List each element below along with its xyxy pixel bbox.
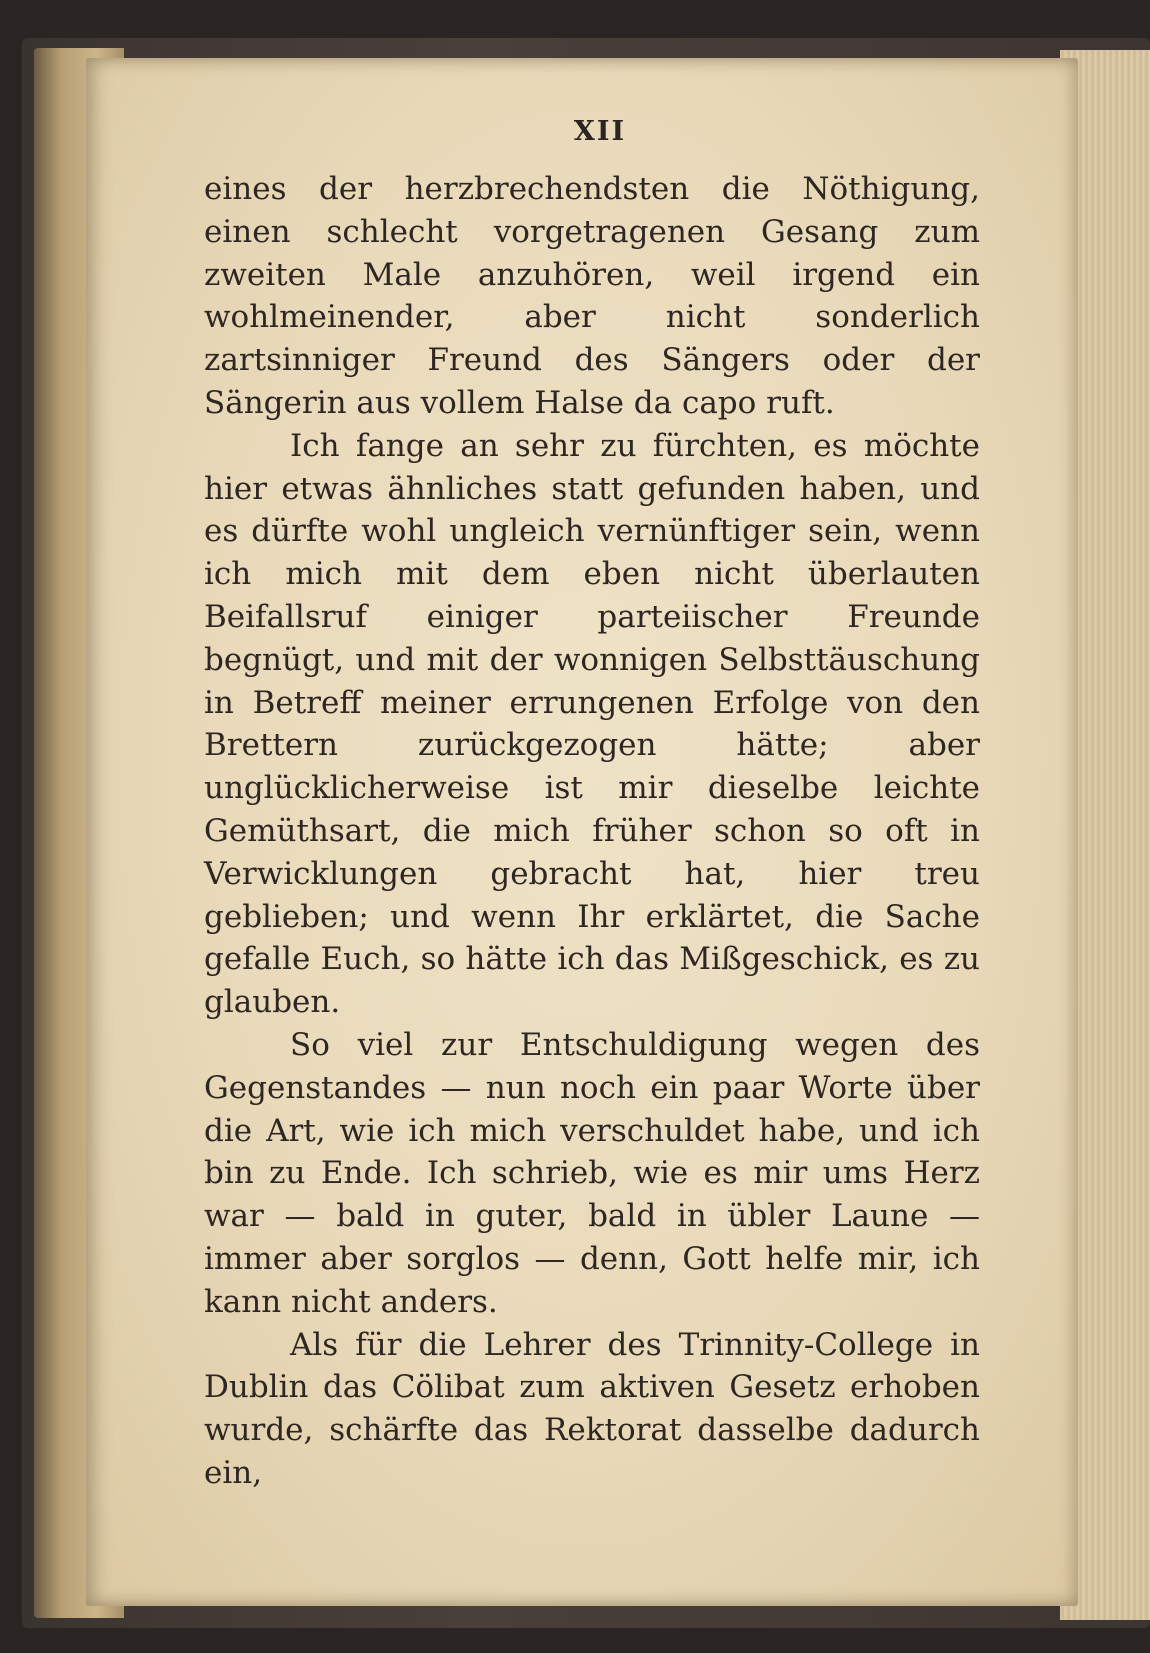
paragraph-1: eines der herzbrechendsten die Nöthigung, einen schlecht vorgetragenen Gesang zum zweiten Male anzuhören, weil irgend ein wohlmeinender, aber nicht sonderlich zartsinniger Freund des Sängers oder der Sängerin aus vollem Halse da capo ruft. [204, 171, 980, 421]
page-number: XII [573, 116, 627, 147]
paragraph-2: Ich fange an sehr zu fürchten, es möchte hier etwas ähnliches statt gefunden haben, und es dürfte wohl ungleich vernünftiger sein, wenn ich mich mit dem eben nicht überlauten Beifallsruf einiger parteiischer Freunde begnügt, und mit der wonnigen Selbsttäuschung in Betreff meiner errungenen Erfolge von den Brettern zurückgezogen hätte; aber unglücklicherweise ist mir dieselbe leichte Gemüthsart, die mich früher schon so oft in Verwicklungen gebracht hat, hier treu geblieben; und wenn Ihr erklärtet, die Sache gefalle Euch, so hätte ich das Mißgeschick, es zu glauben. [204, 427, 980, 1021]
paragraph-4: Als für die Lehrer des Trinnity-College in Dublin das Cölibat zum aktiven Gesetz erhoben wurde, schärfte das Rektorat dasselbe dadurch ein, [204, 1326, 980, 1491]
body-text [204, 168, 980, 1495]
paragraph-3: So viel zur Entschuldigung wegen des Gegenstandes — nun noch ein paar Worte über die Art, wie ich mich verschuldet habe, und ich bin zu Ende. Ich schrieb, wie es mir ums Herz war — bald in guter, bald in übler Laune — immer aber sorglos — denn, Gott helfe mir, ich kann nicht anders. [204, 1026, 980, 1320]
